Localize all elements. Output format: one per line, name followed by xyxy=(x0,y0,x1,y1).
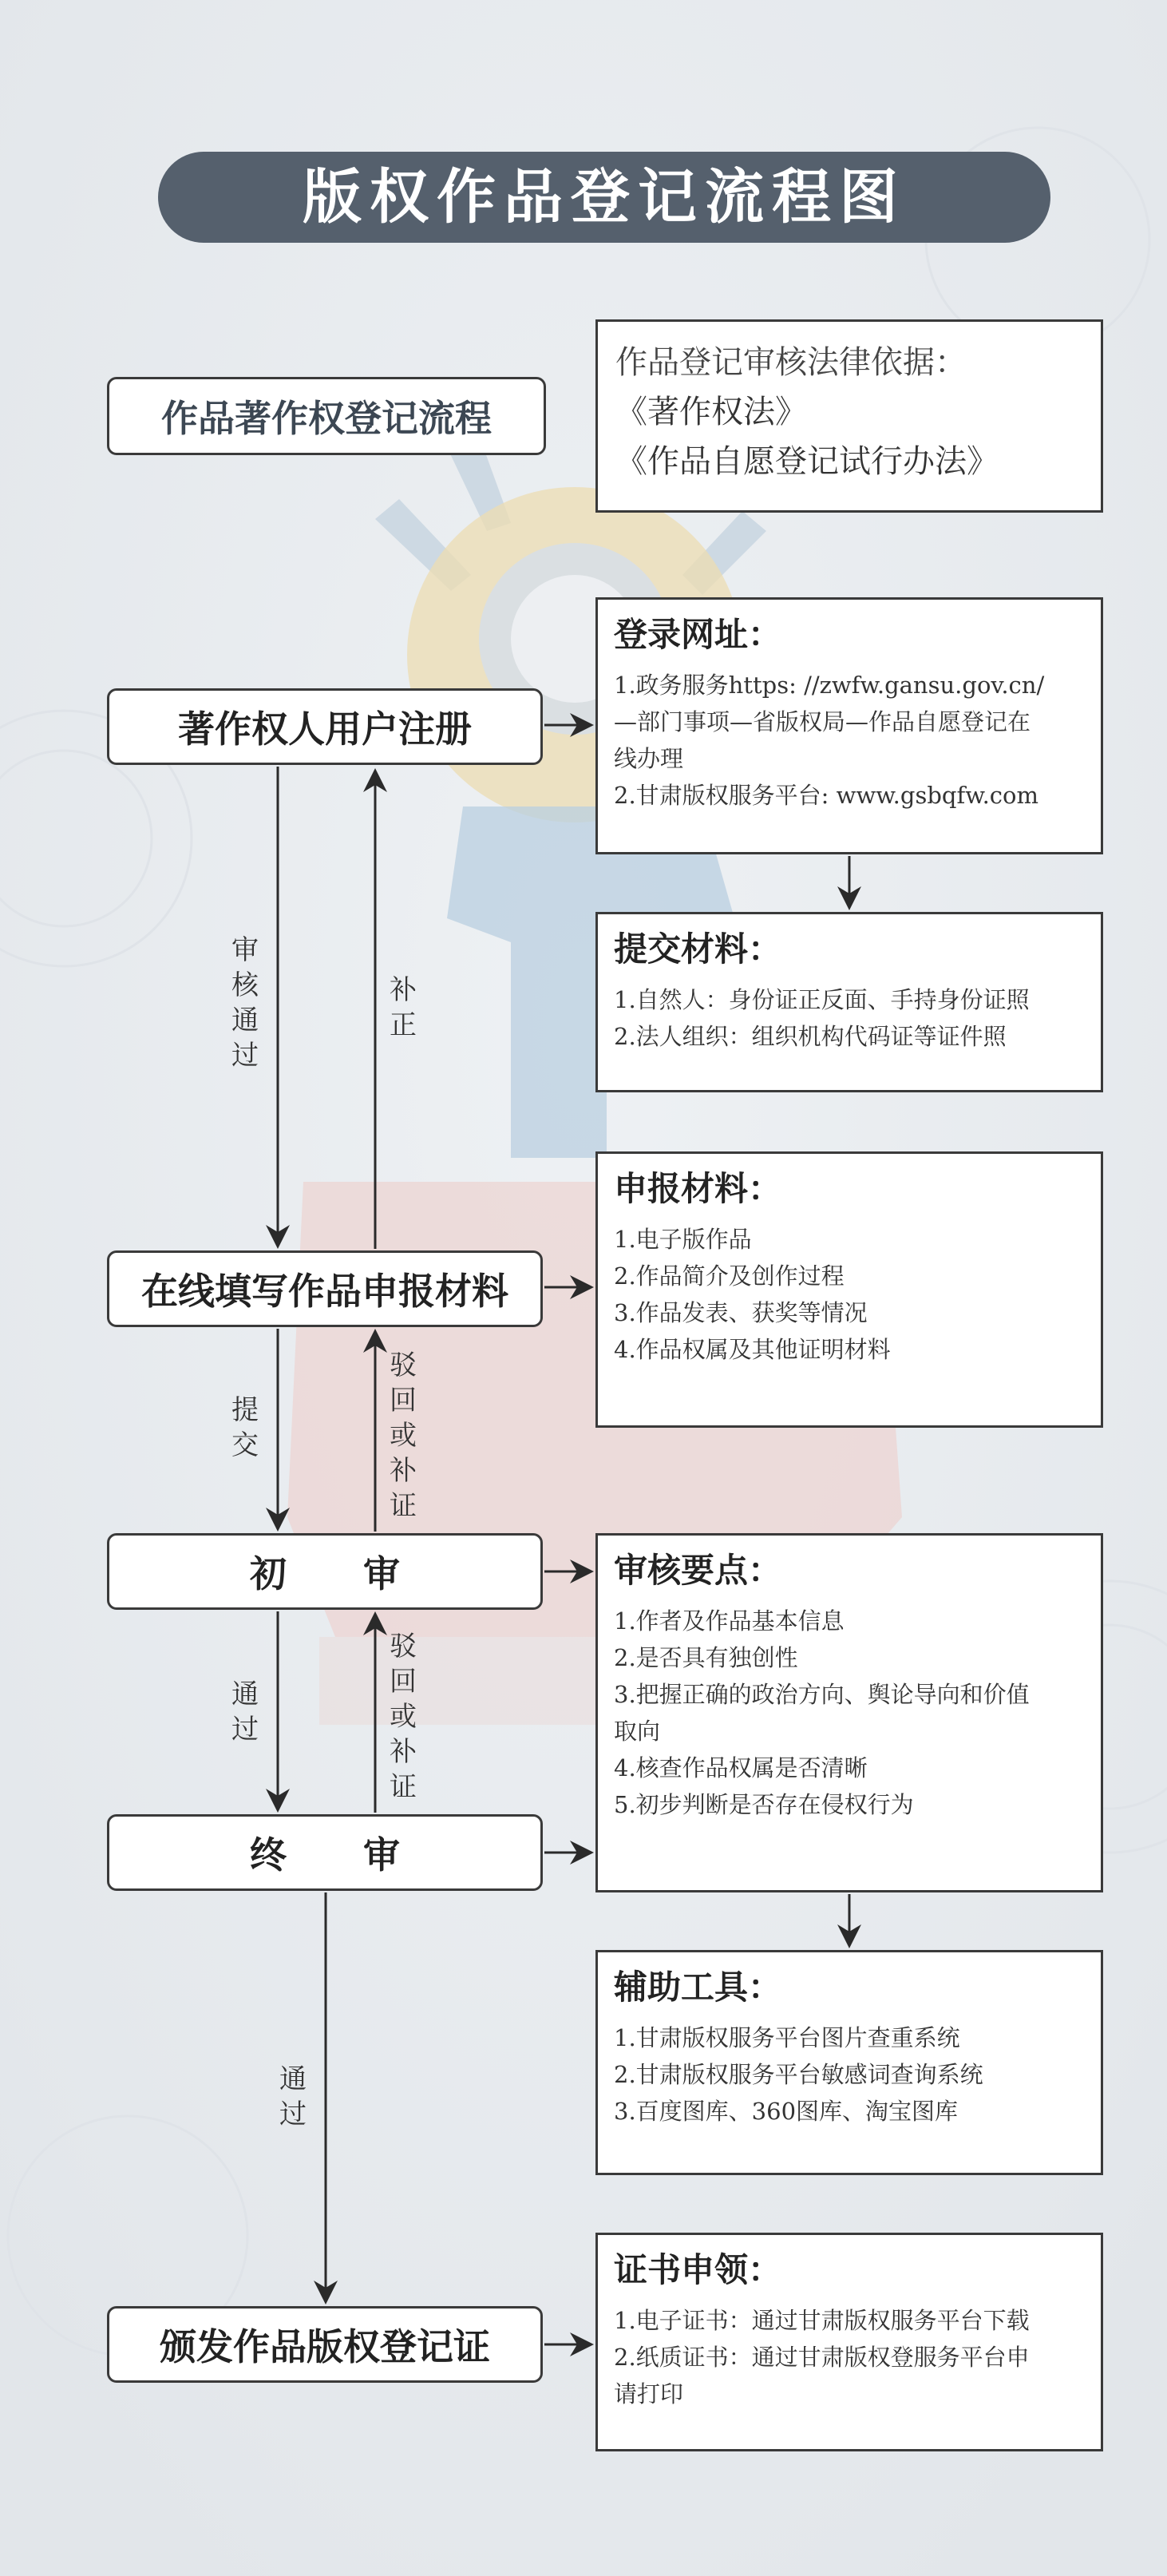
step-final-review: 终 审 xyxy=(107,1814,543,1891)
info-login-line: 线办理 xyxy=(614,745,684,772)
label-pass-2: 通过 xyxy=(279,2063,307,2130)
label-pass-1: 通过 xyxy=(231,1678,259,1746)
info-review-line: 2.是否具有独创性 xyxy=(614,1644,798,1671)
info-declare-heading: 申报材料： xyxy=(614,1169,782,1208)
law-copyright-act: 《著作权法》 xyxy=(615,394,807,430)
info-review-line: 4.核查作品权属是否清晰 xyxy=(614,1754,868,1781)
step-first-review: 初 审 xyxy=(107,1533,543,1610)
info-login-line: 1.政务服务https: //zwfw.gansu.gov.cn/ xyxy=(614,672,1045,699)
info-cert-heading: 证书申领： xyxy=(614,2250,782,2289)
info-tools-line: 3.百度图库、360图库、淘宝图库 xyxy=(614,2098,959,2125)
info-cert-line: 2.纸质证书：通过甘肃版权登服务平台申 xyxy=(614,2344,1030,2371)
label-reject-supplement-2: 驳回或补证 xyxy=(390,1631,417,1803)
info-login-heading: 登录网址： xyxy=(614,615,782,654)
label-supplement: 补正 xyxy=(390,974,417,1041)
info-cert-line: 请打印 xyxy=(614,2380,684,2408)
info-submit-line: 1.自然人：身份证正反面、手持身份证照 xyxy=(614,986,1030,1013)
info-declare-line: 2.作品简介及创作过程 xyxy=(614,1262,845,1290)
label-reject-supplement-1: 驳回或补证 xyxy=(390,1349,417,1522)
step-certificate: 颁发作品版权登记证 xyxy=(107,2306,543,2383)
info-tools-line: 2.甘肃版权服务平台敏感词查询系统 xyxy=(614,2061,983,2088)
law-voluntary-registration: 《作品自愿登记试行办法》 xyxy=(615,443,999,480)
info-submit-heading: 提交材料： xyxy=(614,929,782,969)
page-title: 版权作品登记流程图 xyxy=(158,152,1050,243)
info-declare-line: 1.电子版作品 xyxy=(614,1226,752,1253)
section-subtitle: 作品著作权登记流程 xyxy=(107,377,546,455)
step-fill-materials: 在线填写作品申报材料 xyxy=(107,1250,543,1327)
info-cert-line: 1.电子证书：通过甘肃版权服务平台下载 xyxy=(614,2307,1030,2334)
info-declare-line: 4.作品权属及其他证明材料 xyxy=(614,1336,891,1363)
info-review-heading: 审核要点： xyxy=(614,1551,782,1590)
info-submit-line: 2.法人组织：组织机构代码证等证件照 xyxy=(614,1023,1007,1050)
info-login-line: 2.甘肃版权服务平台: www.gsbqfw.com xyxy=(614,782,1039,809)
info-review-line: 3.把握正确的政治方向、舆论导向和价值 xyxy=(614,1681,1030,1708)
info-login-line: —部门事项—省版权局—作品自愿登记在 xyxy=(614,708,1031,735)
info-tools-heading: 辅助工具： xyxy=(614,1968,782,2007)
info-review-line: 5.初步判断是否存在侵权行为 xyxy=(614,1791,914,1818)
info-review-line: 取向 xyxy=(614,1718,661,1745)
legal-basis-heading: 作品登记审核法律依据： xyxy=(615,344,967,381)
label-review-pass: 审核通过 xyxy=(231,934,259,1072)
step-register: 著作权人用户注册 xyxy=(107,688,543,765)
info-tools-line: 1.甘肃版权服务平台图片查重系统 xyxy=(614,2024,960,2051)
info-review-line: 1.作者及作品基本信息 xyxy=(614,1607,845,1635)
label-submit: 提交 xyxy=(231,1394,259,1461)
info-declare-line: 3.作品发表、获奖等情况 xyxy=(614,1299,868,1326)
